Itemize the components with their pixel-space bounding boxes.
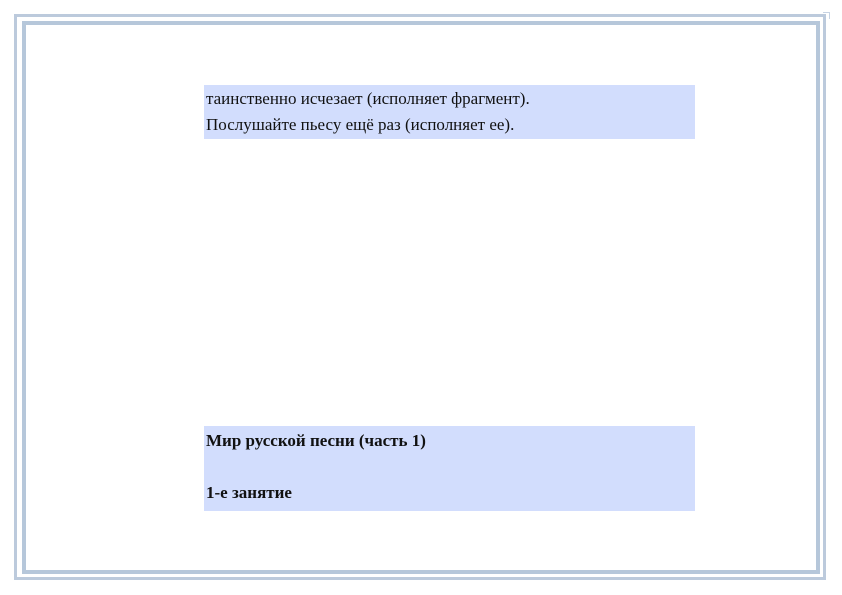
section-title: Мир русской песни (часть 1) [206,431,426,450]
frame-corner-mark [823,12,830,19]
section-heading-block [204,426,695,511]
continuation-text-block [204,85,695,139]
text-line: Послушайте пьесу ещё раз (исполняет ее). [206,115,515,134]
text-line: таинственно исчезает (исполняет фрагмент). [206,89,530,108]
blank-line [206,454,695,480]
section-subtitle: 1-е занятие [206,483,292,502]
